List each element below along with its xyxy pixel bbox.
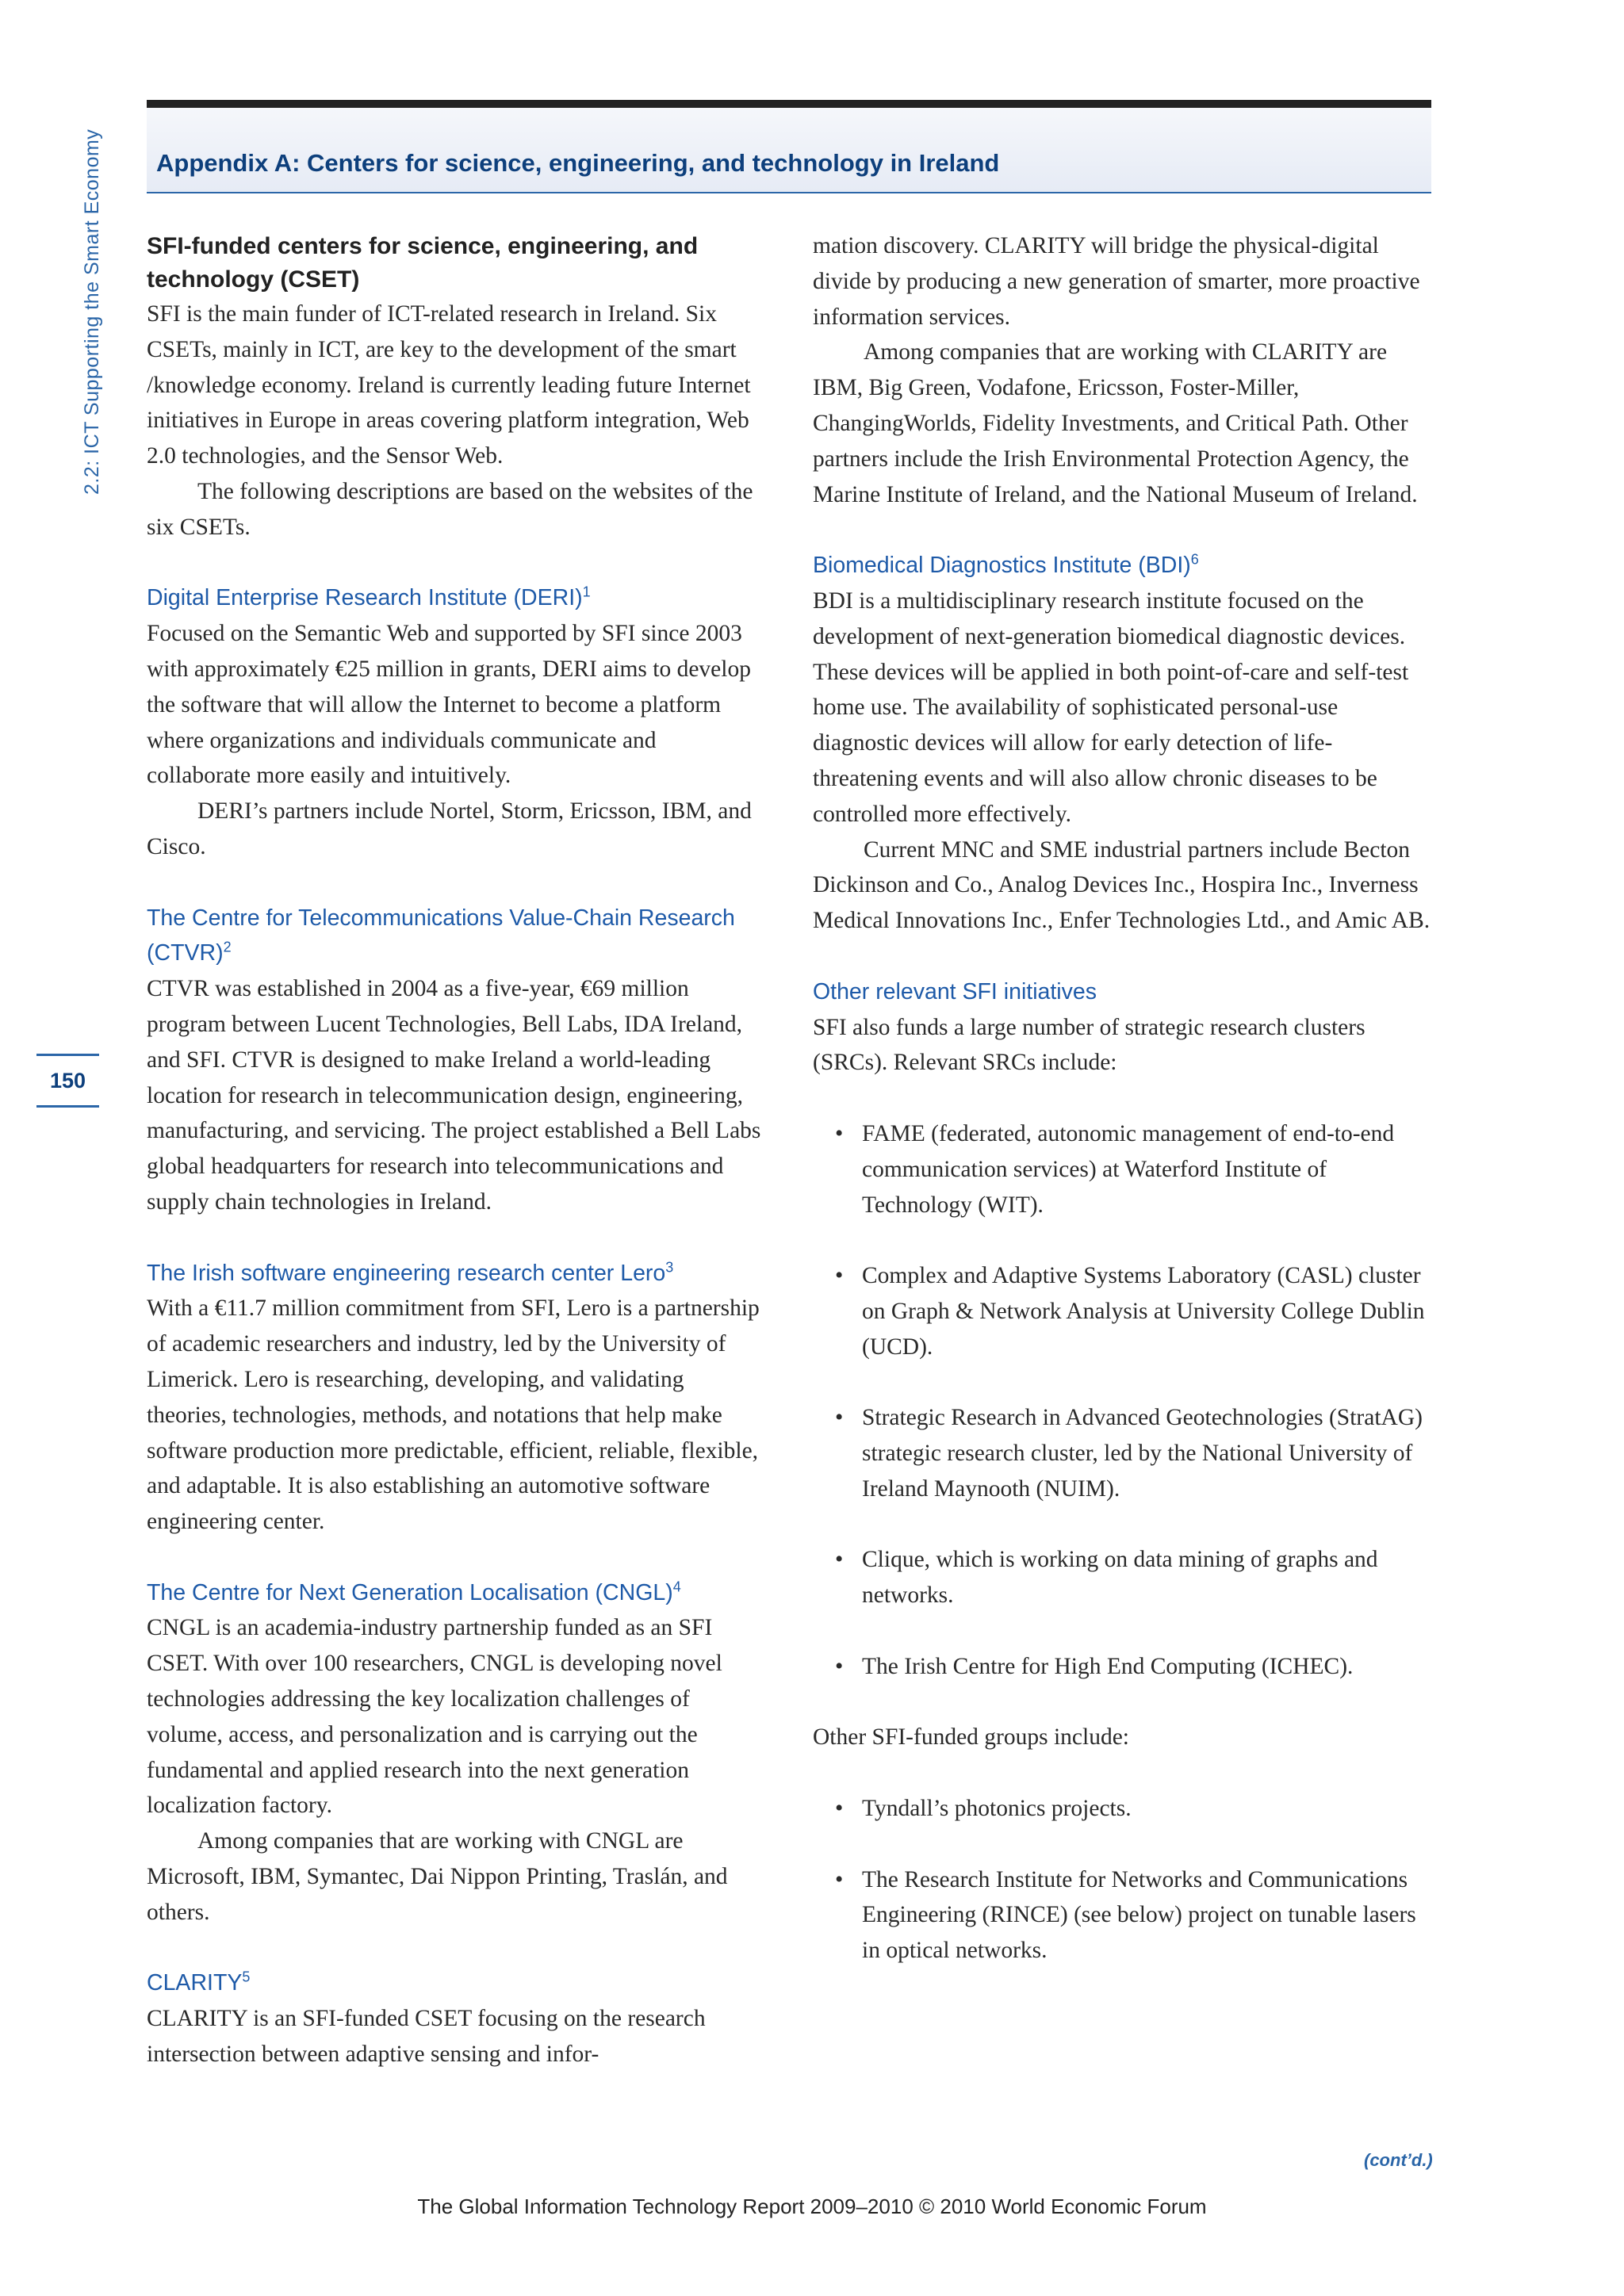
cngl-paragraph: CNGL is an academia-industry partnership funded as an SFI CSET. With over 100 researchers, CNGL is developing novel technologies addressing the key localization challenges of volume, access, and personalization and is carrying out the fundamental and applied research into the next generation localization factory. (147, 1615, 722, 1819)
page-number: 150 (49, 1068, 86, 1093)
list-item: • Strategic Research in Advanced Geotechnologies (StratAG) strategic research cluster, led by the National University of Ireland Maynooth (NUIM). (813, 1400, 1435, 1506)
intro-paragraph: SFI is the main funder of ICT-related research in Ireland. Six CSETs, mainly in ICT, are key to the development of the smart /knowledge economy. Ireland is currently leading future Internet initiatives in Europe in areas covering platform integration, Web 2.0 technologies, and the Sensor Web. (147, 301, 751, 469)
footnote-ref: 2 (223, 939, 232, 955)
footnote-ref: 3 (665, 1259, 674, 1276)
footnote-ref: 4 (672, 1578, 681, 1595)
list-item: • Tyndall’s photonics projects. (813, 1791, 1435, 1827)
clarity-heading: CLARITY$^5$ (147, 1969, 251, 1996)
bdi-partners: Current MNC and SME industrial partners include Becton Dickinson and Co., Analog Devices Inc., Hospira Inc., Inverness Medical Innovations Inc., Enfer Technologies Ltd., and Amic AB. (813, 836, 1431, 934)
bdi-paragraph: BDI is a multidisciplinary research institute focused on the development of next-generation biomedical diagnostic devices. These devices will be applied in both point-of-care and self-test home use. The availability of sophisticated personal-use diagnostic devices will allow for early detection of life-threatening events and will also allow chronic diseases to be controlled more effectively. (813, 587, 1409, 827)
ctvr-heading: The Centre for Telecommunications Value-Chain Research (CTVR)$^2$ (147, 905, 735, 966)
clarity-partners: Among companies that are working with CLARITY are IBM, Big Green, Vodafone, Ericsson, Foster-Miller, ChangingWorlds, Fidelity Investments, and Critical Path. Other partners include the Irish Environmental Protection Agency, the Marine Institute of Ireland, and the National Museum of Ireland. (813, 339, 1418, 507)
cngl-partners: Among companies that are working with CNGL are Microsoft, IBM, Symantec, Dai Nippon Printing, Traslán, and others. (147, 1828, 728, 1925)
deri-partners: DERI’s partners include Nortel, Storm, Ericsson, IBM, and Cisco. (147, 798, 752, 859)
other-groups-intro: Other SFI-funded groups include: (813, 1724, 1129, 1751)
lero-paragraph: With a €11.7 million commitment from SFI, Lero is a partnership of academic researchers and industry, led by the University of Limerick. Lero is researching, developing, and validating theories, technologies, methods, and notations that help make software production more predictable, efficient, reliable, flexible, and adaptable. It is also establishing an automotive software engineering center. (147, 1295, 760, 1535)
srcs-intro: SFI also funds a large number of strategic research clusters (SRCs). Relevant SRCs include: (813, 1014, 1365, 1076)
cngl-heading: The Centre for Next Generation Localisation (CNGL)$^4$ (147, 1578, 681, 1605)
list-item: • FAME (federated, autonomic management of end-to-end communication services) at Waterford Institute of Technology (WIT). (813, 1116, 1435, 1223)
appendix-title: Appendix A: Centers for science, engineering, and technology in Ireland (156, 149, 1000, 177)
deri-heading: Digital Enterprise Research Institute (DERI)$^1$ (147, 584, 591, 611)
clarity-paragraph: CLARITY is an SFI-funded CSET focusing on the research intersection between adaptive sensing and infor- (147, 2006, 706, 2068)
appendix-header (147, 100, 1431, 193)
lero-heading: The Irish software engineering research center Lero$^3$ (147, 1259, 674, 1286)
footnote-ref: 5 (242, 1969, 251, 1985)
list-item: • Complex and Adaptive Systems Laboratory (CASL) cluster on Graph & Network Analysis at University College Dublin (UCD). (813, 1258, 1435, 1364)
page-number-box (36, 1054, 99, 1108)
deri-paragraph: Focused on the Semantic Web and supported by SFI since 2003 with approximately €25 million in grants, DERI aims to develop the software that will allow the Internet to become a platform where organizations and individuals communicate and collaborate more easily and intuitively. (147, 621, 751, 789)
clarity-paragraph-continued: mation discovery. CLARITY will bridge the physical-digital divide by producing a new generation of smarter, more proactive information services. (813, 233, 1420, 330)
cset-heading: SFI-funded centers for science, engineering, and technology (CSET) (147, 233, 699, 293)
list-item: • The Research Institute for Networks and Communications Engineering (RINCE) (see below) project on tunable lasers in optical networks. (813, 1862, 1435, 1969)
running-section-label: 2.2: ICT Supporting the Smart Economy (81, 128, 103, 495)
ctvr-paragraph: CTVR was established in 2004 as a five-year, €69 million program between Lucent Technologies, Bell Labs, IDA Ireland, and SFI. CTVR is designed to make Ireland a world-leading location for research in telecommunication design, engineering, manufacturing, and servicing. The project established a Bell Labs global headquarters for research into telecommunications and supply chain technologies in Ireland. (147, 976, 761, 1215)
other-groups-list (813, 1791, 1435, 1969)
footnote-ref: 1 (582, 584, 591, 600)
other-initiatives-heading: Other relevant SFI initiatives (813, 978, 1097, 1004)
right-column (813, 228, 1435, 1969)
srcs-list (813, 1116, 1435, 1685)
footnote-ref: 6 (1190, 551, 1199, 568)
page-footer: The Global Information Technology Report 2009–2010 © 2010 World Economic Forum (417, 2195, 1207, 2218)
continued-marker: (cont’d.) (1364, 2150, 1433, 2170)
left-column (147, 228, 765, 2072)
bdi-heading: Biomedical Diagnostics Institute (BDI)$^6$ (813, 551, 1199, 579)
intro-paragraph-2: The following descriptions are based on the websites of the six CSETs. (147, 478, 753, 540)
list-item: • Clique, which is working on data mining of graphs and networks. (813, 1542, 1435, 1613)
list-item: • The Irish Centre for High End Computing (ICHEC). (813, 1649, 1435, 1685)
